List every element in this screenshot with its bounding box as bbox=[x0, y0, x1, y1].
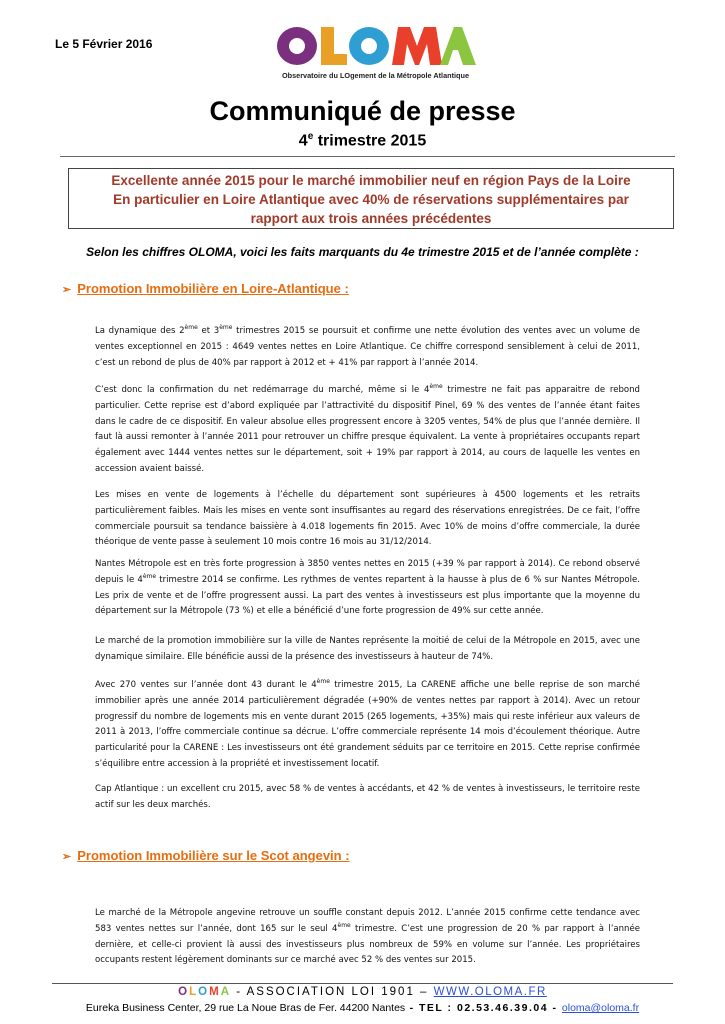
page-title: Communiqué de presse bbox=[209, 96, 516, 126]
intro-text: Selon les chiffres OLOMA, voici les faits marquants du 4e trimestre 2015 et de l’année complète : bbox=[86, 245, 639, 259]
arrow-bullet-icon: ➢ bbox=[62, 284, 72, 296]
section-heading-scot-angevin: ➢ Promotion Immobilière sur le Scot angevin : bbox=[62, 848, 350, 863]
footer-brand: OLOMA bbox=[178, 986, 232, 998]
headline-line-3: rapport aux trois années précédentes bbox=[250, 211, 492, 226]
paragraph: Le marché de la Métropole angevine retrouve un souffle constant depuis 2012. L’année 2015 confirme cette tendance avec 583 ventes nettes sur l’année, dont 165 sur le seul 4ème trimestre. C’est une progression de 20 % par rapport à l’année dernière, et celle-ci provient là aussi des investisseurs plus nombreux de 59% en volume sur l’année. Les propriétaires occupants restent légèrement dominants sur ce marché avec 52 % des ventes sur 2015. bbox=[95, 908, 640, 966]
footer-address: Eureka Business Center, 29 rue La Noue Bras de Fer. 44200 Nantes bbox=[85, 1002, 406, 1014]
section-heading-loire-atlantique: ➢ Promotion Immobilière en Loire-Atlantique : bbox=[62, 281, 349, 296]
paragraph: C’est donc la confirmation du net redémarrage du marché, même si le 4ème trimestre ne fait pas apparaitre de rebond particulier. Cette reprise est d’abord expliquée par l’attractivité du dispositif Pinel, 69 % des ventes de l’année étant faites dans le cadre de ce dispositif. En valeur absolue elles progressent encore à 3205 ventes, 54% de plus que l’année dernière. Il faut là aussi remonter à l’année 2011 pour retrouver un chiffre presque équivalent. La vente à propriétaires occupants repart également avec 1444 ventes nettes sur le département, soit + 19% par rapport à 2014, au cours de laquelle les ventes en accession avaient baissé. bbox=[95, 383, 640, 474]
document-date: Le 5 Février 2016 bbox=[55, 37, 153, 51]
website-link[interactable]: WWW.OLOMA.FR bbox=[433, 986, 547, 998]
title-divider bbox=[60, 156, 675, 157]
footer-phone: 02.53.46.39.04 bbox=[456, 1002, 549, 1014]
oloma-logo-letters bbox=[277, 27, 476, 65]
arrow-bullet-icon: ➢ bbox=[62, 851, 72, 863]
footer-tel-label: - TEL : bbox=[405, 1002, 457, 1014]
paragraph: Le marché de la promotion immobilière sur la ville de Nantes représente la moitié de celui de la Métropole en 2015, avec une dynamique similaire. Elle bénéficie aussi de la présence des investisseurs à hauteur de 74%. bbox=[95, 636, 640, 662]
headline-line-1: Excellente année 2015 pour le marché immobilier neuf en région Pays de la Loire bbox=[111, 173, 631, 188]
paragraph: Nantes Métropole est en très forte progression à 3850 ventes nettes en 2015 (+39 % par rapport à 2014). Ce rebond observé depuis le 4ème trimestre 2014 se confirme. Les rythmes de ventes repartent à la hausse à plus de 6 % sur Nantes Métropole. Les prix de vente et de l’offre progressent aussi. La part des ventes à investisseurs est plus importante que la moyenne du département sur la Métropole (73 %) et elle a bénéficié d’une forte progression de 49% sur cette année. bbox=[95, 559, 641, 617]
subtitle-text: trimestre 2015 bbox=[313, 132, 427, 150]
paragraph: Avec 270 ventes sur l’année dont 43 durant le 4ème trimestre 2015, La CARENE affiche une belle reprise de son marché immobilier après une année 2014 particulièrement dégradée (+90% de ventes nettes par rapport à 2014). Avec un retour progressif du nombre de logements mis en vente durant 2015 (265 logements, +35%) mais qui reste inférieur aux valeurs de 2011 à 2013, l’offre commerciale continue sa décrue. L’offre commerciale représente 14 mois d’écoulement théorique. Autre particularité pour la CARENE : Les investisseurs ont été grandement séduits par ce territoire en 2015. Cette reprise confirmée s’équilibre entre accession à la propriété et investissement locatif. bbox=[95, 678, 641, 769]
footer-divider bbox=[52, 983, 673, 984]
paragraph: La dynamique des 2ème et 3ème trimestres 2015 se poursuit et confirme une nette évolution des ventes avec un volume de ventes exceptionnel en 2015 : 4649 ventes nettes en Loire Atlantique. Ce chiffre correspond sensiblement à celui de 2011, c’est un rebond de plus de 40% par rapport à 2012 et + 41% par rapport à l’année 2014. bbox=[95, 324, 640, 368]
headline-box bbox=[68, 168, 674, 229]
paragraph: Les mises en vente de logements à l’échelle du département sont supérieures à 4500 logements et les retraits particulièrement faibles. Mais les mises en vente sont insuffisantes au regard des réservations enregistrées. De ce fait, l’offre commerciale poursuit sa tendance baissière à 4.018 logements fin 2015. Avec 10% de moins d’offre commerciale, la durée théorique de vente passe à seulement 10 mois contre 16 mois au 31/12/2014. bbox=[95, 490, 640, 548]
paragraph: Cap Atlantique : un excellent cru 2015, avec 58 % de ventes à accédants, et 42 % de ventes à investisseurs, le territoire reste actif sur les deux marchés. bbox=[95, 784, 640, 810]
email-link[interactable]: oloma@oloma.fr bbox=[561, 1002, 640, 1014]
page-subtitle bbox=[0, 131, 725, 150]
footer-line-1 bbox=[0, 986, 725, 998]
subtitle-number: 4 bbox=[298, 132, 308, 150]
subtitle-superscript: e bbox=[307, 131, 314, 142]
footer-association: - ASSOCIATION LOI 1901 – bbox=[231, 986, 434, 998]
logo-caption: Observatoire du LOgement de la Métropole Atlantique bbox=[281, 71, 470, 80]
footer-line-2: Eureka Business Center, 29 rue La Noue Bras de Fer. 44200 Nantes - TEL : 02.53.46.39.04 - oloma@oloma.fr bbox=[85, 1002, 640, 1014]
headline-line-2: En particulier en Loire Atlantique avec 40% de réservations supplémentaires par bbox=[113, 192, 629, 207]
